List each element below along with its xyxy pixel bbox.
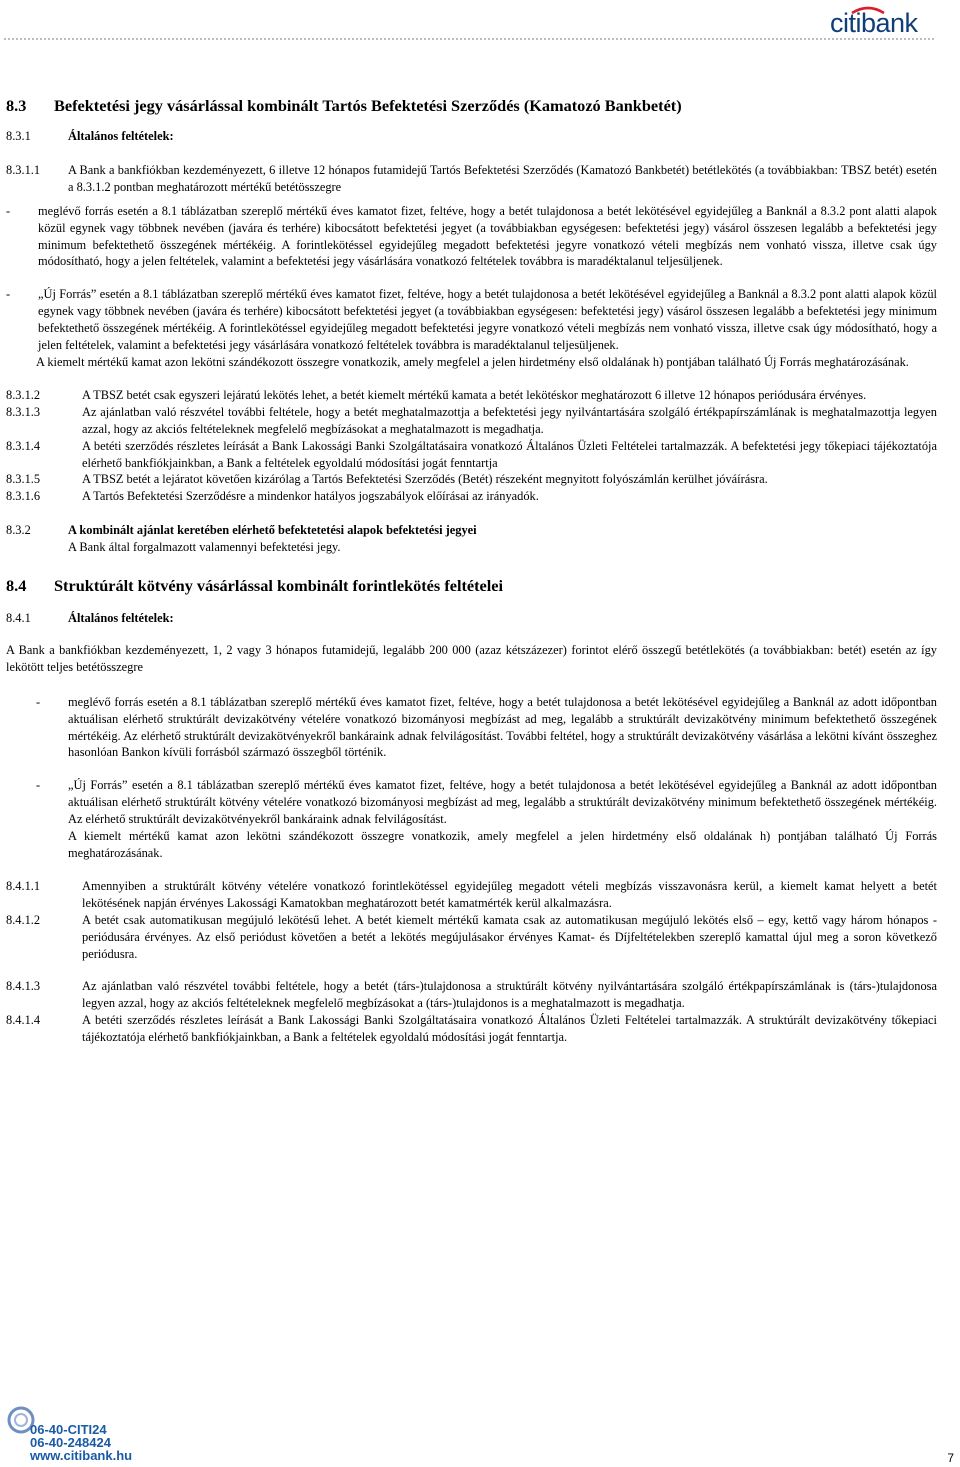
section-title: Általános feltételek:: [68, 611, 174, 626]
dash-marker: -: [36, 778, 41, 793]
section-intro: A Bank a bankfiókban kezdeményezett, 1, 2 vagy 3 hónapos futamidejű, legalább 200 000 (azaz kétszázezer) forintot elérő összegű betétlekötés (a továbbiakban: betét) esetén az így lekötött teljes betétösszegre: [6, 642, 937, 674]
logo-text: citibank: [830, 8, 918, 36]
dash-marker: -: [6, 203, 11, 218]
item-8-3-1-1: [6, 162, 937, 196]
item-number: 8.3.1.4: [6, 438, 41, 453]
bullet-note: A kiemelt mértékű kamat azon lekötni szándékozott összegre vonatkozik, amely megfelel a jelen hirdetmény első oldalának h) pontjában található Új Forrás meghatározásának.: [36, 354, 909, 369]
section-number: 8.4: [6, 576, 27, 596]
phone-number-digits[interactable]: 06-40-248424: [30, 1434, 111, 1450]
bullet-existing-source: [6, 203, 937, 271]
bullet-new-source: [6, 286, 937, 354]
section-number: 8.4.1: [6, 611, 31, 626]
footer-website-link[interactable]: www.citibank.hu: [30, 1448, 133, 1463]
item-text: A Bank a bankfiókban kezdeményezett, 6 illetve 12 hónapos futamidejű Tartós Befektetési Szerződés (Kamatozó Bankbetét) betétlekötés (a továbbiakban: TBSZ betét) esetén a 8.3.1.2 pontban meghatározott mértékű betétösszegre: [68, 162, 937, 194]
page-number: 7: [947, 1451, 954, 1465]
section-number: 8.3: [6, 96, 27, 115]
item-number: 8.3.1.3: [6, 404, 41, 419]
section-8-3-2-heading: [6, 522, 937, 539]
bullet-text: „Új Forrás” esetén a 8.1 táblázatban szereplő mértékű éves kamatot fizet, feltéve, hogy a betét tulajdonosa a betét lekötésével egyidejűleg a Banknál az adott időpontban aktuálisan elérhető struktúrált kötvény vételére vonatkozó bizományosi megbízást ad meg, legalább a struktúrált devizakötvény minimum befektethető összegének mértékéig. Az elérhető struktúrált devizakötvényekről bankáraink adnak felvilágosítást.: [68, 778, 937, 827]
item-number: 8.3.1.1: [6, 162, 41, 177]
phone-number-letters[interactable]: 06-40-CITI24: [30, 1422, 107, 1437]
item-8-3-1-4: [6, 438, 937, 472]
bullet-text: „Új Forrás” esetén a 8.1 táblázatban szereplő mértékű éves kamatot fizet, feltéve, hogy a betét tulajdonosa a betét lekötésével egyidejűleg a Banknál a 8.3.2 pont alatti alapok közül egynek vagy többnek nevében (javára és terhére) kibocsátott befektetési jegyet (a továbbiakban egységesen: befektetési jegy) vásárol összesen legalább a befektetési jegy minimum befektethető összegének mértékéig. A forintlekötéssel egyidejűleg megadott befektetési jegyre vonatkozó vételi megbízás nem vonható vissza, illetve csak úgy módosítható, hogy a jelen feltételek, valamint a befektetési jegy vásárlására vonatkozó feltételek továbbra is maradéktalanul teljesüljenek.: [38, 287, 937, 353]
citibank-logo: [830, 4, 932, 36]
section-text: A Bank által forgalmazott valamennyi befektetési jegy.: [68, 540, 341, 555]
item-text: A betéti szerződés részletes leírását a Bank Lakossági Banki Szolgáltatásaira vonatkozó Általános Üzleti Feltételei tartalmazzák. A struktúrált devizakötvény tőkepiaci tájékoztatója elérhető bankfiókjainkban, a Bank a feltételek egyoldalú módosítási jogát fenntartja.: [82, 1013, 937, 1045]
item-text: A betét csak automatikusan megújuló lekötésű lehet. A betét kiemelt mértékű kamata csak az automatikusan megújuló lekötés első – egy, kettő vagy három hónapos - periódusára érvényes. Az első periódust követően a betét a lekötés megújulásakor érvényes Kamat- és Díjfeltételekben szereplő kamattal újul meg a soron következő periódusra.: [82, 912, 937, 961]
page-header: [0, 0, 960, 48]
item-8-4-1-1: [6, 878, 937, 912]
section-title: Struktúrált kötvény vásárlással kombinált forintlekötés feltételei: [54, 576, 504, 596]
section-8-4-heading: [6, 576, 937, 596]
item-text: A betéti szerződés részletes leírását a Bank Lakossági Banki Szolgáltatásaira vonatkozó Általános Üzleti Feltételei tartalmazzák. A befektetési jegy tőkepiaci tájékoztatója elérhető bankfiókjainkban, a Bank a feltételek egyoldalú módosítási jogát fenntartja: [82, 438, 937, 470]
item-8-4-1-2: [6, 912, 937, 963]
item-8-3-1-2: [6, 387, 937, 404]
bullet-new-source-8-4: [6, 777, 937, 828]
section-title: A kombinált ajánlat keretében elérhető befektetetési alapok befektetési jegyei: [68, 523, 477, 538]
section-title: Befektetési jegy vásárlással kombinált Tartós Befektetési Szerződés (Kamatozó Bankbetét): [54, 96, 682, 115]
section-8-4-1-heading: [6, 610, 937, 627]
item-text: A Tartós Befektetési Szerződésre a mindenkor hatályos jogszabályok előírásai az irányadók.: [82, 489, 539, 504]
section-number: 8.3.1: [6, 129, 31, 143]
item-8-3-1-6: [6, 488, 937, 505]
item-text: A TBSZ betét a lejáratot követően kizárólag a Tartós Befektetési Szerződés (Betét) részeként megnyitott folyószámlán kerülhet jóváírásra.: [82, 472, 768, 487]
item-number: 8.4.1.3: [6, 979, 41, 994]
bullet-text: meglévő forrás esetén a 8.1 táblázatban szereplő mértékű éves kamatot fizet, feltéve, hogy a betét tulajdonosa a betét lekötésével egyidejűleg a Banknál az adott időpontban aktuálisan elérhető struktúrált devizakötvény vételére vonatkozó bizományosi megbízást ad meg, legalább a struktúrált devizakötvény minimum befektethető összegének mértékéig. Az elérhető struktúrált devizakötvényekről bankáraink adnak felvilágosítást. További feltétel, hogy a struktúrált devizakötvény vásárlása a lekötni kívánt összeghez hasonlóan Bankon kívüli forrásból származó összegből történik.: [68, 694, 937, 760]
item-number: 8.4.1.4: [6, 1013, 41, 1028]
item-text: Amennyiben a struktúrált kötvény vételére vonatkozó forintlekötéssel egyidejűleg megadott vételi megbízás visszavonásra kerül, a kiemelt kamat helyett a betét lekötésének napján érvényes Lakossági Kamatokban meghatározott betét kamatmérték kerül alkalmazásra.: [82, 878, 937, 910]
header-divider: [4, 38, 934, 40]
dash-marker: -: [36, 694, 41, 709]
section-number: 8.3.2: [6, 523, 31, 538]
document-body: [6, 96, 937, 1046]
item-number: 8.4.1.2: [6, 912, 41, 927]
section-title: Általános feltételek:: [68, 129, 174, 143]
section-8-3-1-heading: [6, 128, 937, 145]
footer-phone-numbers: [30, 1424, 111, 1449]
item-text: Az ajánlatban való részvétel további feltétele, hogy a betét meghatalmazottja a befektetési jegy nyilvántartására szolgáló értékpapírszámlának is meghatalmazottja legyen azzal, hogy az akciós feltételeknek megfelelő megbízásokat a meghatalmazott is megadhatja.: [82, 404, 937, 436]
bullet-text: meglévő forrás esetén a 8.1 táblázatban szereplő mértékű éves kamatot fizet, feltéve, hogy a betét tulajdonosa a betét lekötésével egyidejűleg a Banknál a 8.3.2 pont alatti alapok közül egynek vagy többnek nevében (javára és terhére) kibocsátott befektetési jegyet (a továbbiakban egységesen: befektetési jegy) vásárol összesen legalább a befektetési jegy minimum befektethető összegének mértékéig. A forintlekötéssel egyidejűleg megadott befektetési jegyre vonatkozó vételi megbízás nem vonható vissza, illetve csak úgy módosítható, hogy a jelen feltételek, valamint a befektetési jegy vásárlására vonatkozó feltételek továbbra is maradéktalanul teljesüljenek.: [38, 203, 937, 269]
item-8-3-1-3: [6, 404, 937, 438]
item-number: 8.3.1.2: [6, 387, 41, 402]
item-8-4-1-4: [6, 1012, 937, 1046]
item-8-3-1-5: [6, 471, 937, 488]
page-footer: [0, 1400, 960, 1465]
section-8-3-heading: [6, 96, 937, 116]
item-8-4-1-3: [6, 978, 937, 1012]
item-text: A TBSZ betét csak egyszeri lejáratú lekötés lehet, a betét kiemelt mértékű kamata a betét lekötéskor meghatározott 6 illetve 12 hónapos periódusára érvényes.: [82, 387, 867, 402]
bullet-existing-source-8-4: [6, 694, 937, 762]
items-8-3-1: [6, 387, 937, 505]
item-number: 8.4.1.1: [6, 878, 41, 893]
bullet-note: A kiemelt mértékű kamat azon lekötni szándékozott összegre vonatkozik, amely megfelel a jelen hirdetmény első oldalának h) pontjában található Új Forrás meghatározásának.: [68, 829, 937, 860]
item-number: 8.3.1.6: [6, 489, 41, 504]
dash-marker: -: [6, 287, 11, 302]
item-text: Az ajánlatban való részvétel további feltétele, hogy a betét (társ-)tulajdonosa a struktúrált kötvény nyilvántartására szolgáló értékpapírszámlának is (társ-)tulajdonosa legyen azzal, hogy az akciós feltételeknek megfelelő megbízásokat a (társ-)tulajdonos is a meghatalmazott is megadhatja.: [82, 979, 937, 1011]
item-number: 8.3.1.5: [6, 472, 41, 487]
